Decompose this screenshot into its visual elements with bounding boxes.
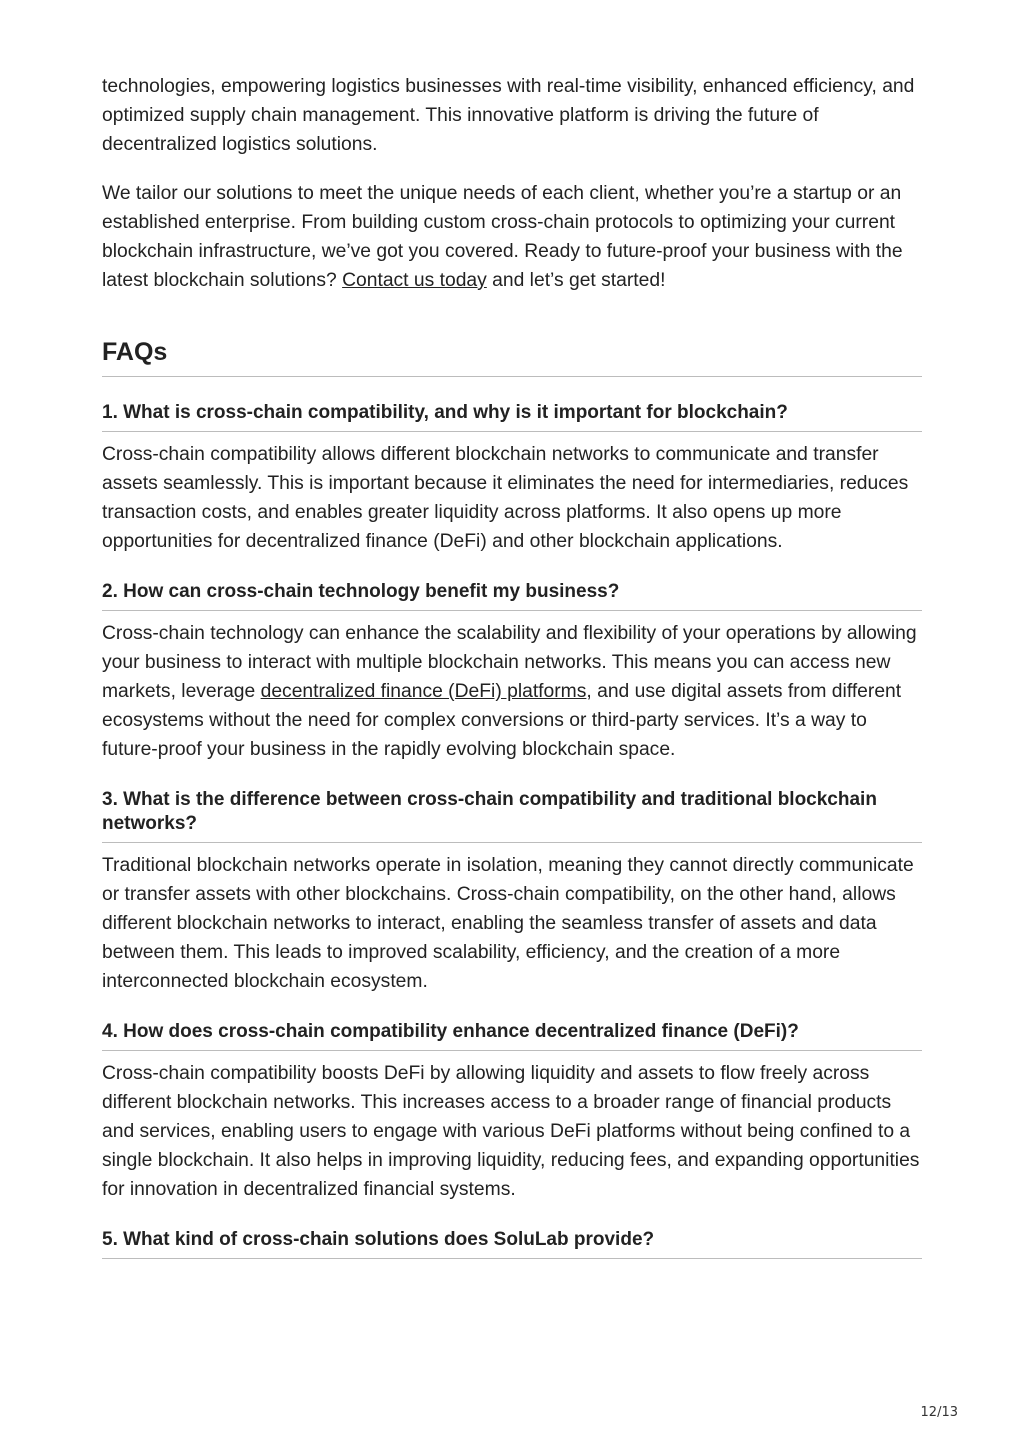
faq-answer-4: Cross-chain compatibility boosts DeFi by allowing liquidity and assets to flow freely across different blockchain networks. This increases access to a broader range of financial products and services, enabling users to engage with various DeFi platforms without being confined to a single blockchain. It also helps in improving liquidity, reducing fees, and expanding opportunities for innovation in decentralized financial systems. xyxy=(102,1063,920,1200)
intro-paragraph-2-text: We tailor our solutions to meet the unique needs of each client, whether you’re a startup or an established enterprise. From building custom cross-chain protocols to optimizing your current blockchain infrastructure, we’ve got you covered. Ready to future-proof your business with the latest blockchain solutions? xyxy=(102,183,903,291)
faq-item-4 xyxy=(102,1020,922,1204)
faq-answer-3: Traditional blockchain networks operate in isolation, meaning they cannot directly communicate or transfer assets with other blockchains. Cross-chain compatibility, on the other hand, allows different blockchain networks to interact, enabling the seamless transfer of assets and data between them. This leads to improved scalability, efficiency, and the creation of a more interconnected blockchain ecosystem. xyxy=(102,855,914,992)
page-number: 12/13 xyxy=(920,1405,958,1420)
faq-answer-2-tail: , and use digital assets from different ecosystems without the need for complex conversions or third-party services. It’s a way to future-proof your business in the rapidly evolving blockchain space. xyxy=(102,681,902,760)
faq-question-2: 2. How can cross-chain technology benefit my business? xyxy=(102,580,922,611)
faqs-heading: FAQs xyxy=(102,337,922,377)
faq-question-5: 5. What kind of cross-chain solutions does SoluLab provide? xyxy=(102,1228,922,1259)
faq-item-2 xyxy=(102,580,922,764)
intro-paragraph-2-tail: and let’s get started! xyxy=(486,270,666,291)
defi-platforms-link[interactable]: decentralized finance (DeFi) platforms xyxy=(260,681,587,702)
faq-item-5 xyxy=(102,1228,922,1259)
faq-question-3: 3. What is the difference between cross-chain compatibility and traditional blockchain networks? xyxy=(102,788,922,843)
intro-paragraph-2 xyxy=(102,179,922,295)
contact-us-link[interactable]: Contact us today xyxy=(342,270,487,291)
faq-answer-2 xyxy=(102,619,922,764)
faq-question-4: 4. How does cross-chain compatibility enhance decentralized finance (DeFi)? xyxy=(102,1020,922,1051)
faq-item-1 xyxy=(102,401,922,556)
faq-question-1: 1. What is cross-chain compatibility, and why is it important for blockchain? xyxy=(102,401,922,432)
intro-paragraph-1: technologies, empowering logistics businesses with real-time visibility, enhanced efficiency, and optimized supply chain management. This innovative platform is driving the future of decentralized logistics solutions. xyxy=(102,76,915,155)
faq-answer-1: Cross-chain compatibility allows different blockchain networks to communicate and transfer assets seamlessly. This is important because it eliminates the need for intermediaries, reduces transaction costs, and enables greater liquidity across platforms. It also opens up more opportunities for decentralized finance (DeFi) and other blockchain applications. xyxy=(102,444,909,552)
faq-item-3 xyxy=(102,788,922,996)
faq-answer-2-text: Cross-chain technology can enhance the scalability and flexibility of your operations by allowing your business to interact with multiple blockchain networks. This means you can access new markets, leverage xyxy=(102,623,917,702)
article-content xyxy=(102,72,922,1259)
